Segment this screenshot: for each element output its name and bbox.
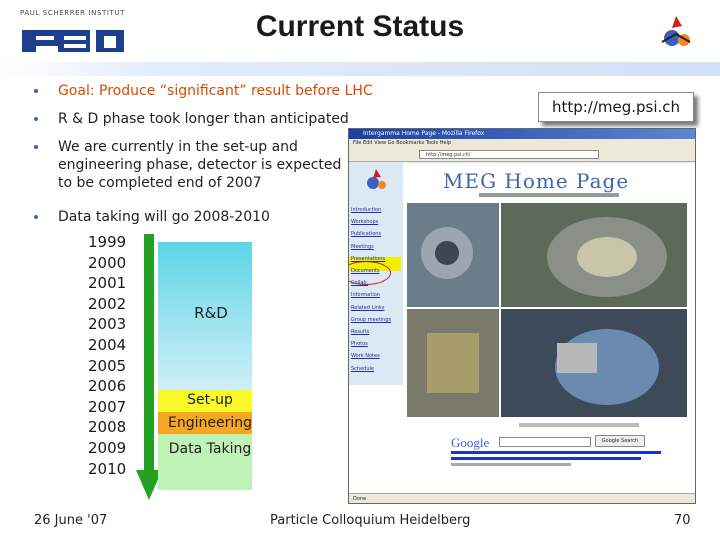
nav-item: Workshops — [351, 219, 379, 226]
bullet-text: R & D phase took longer than anticipated — [58, 111, 349, 127]
nav-item: Results — [351, 329, 370, 335]
year-label: 2000 — [88, 253, 127, 272]
nav-item: Photos — [351, 341, 368, 348]
logo-caption: PAUL SCHERRER INSTITUT — [20, 9, 126, 17]
year-label: 2007 — [88, 397, 127, 416]
year-label: 2003 — [88, 315, 127, 334]
bullet-text: Goal: Produce “significant” result before LHC — [58, 83, 373, 99]
browser-sidebar — [349, 163, 403, 385]
meg-home-heading: MEG Home Page — [443, 169, 630, 193]
experiment-photos — [407, 203, 687, 417]
meg-logo-icon — [654, 12, 698, 52]
year-label: 1999 — [88, 233, 127, 251]
nav-item: Collab. — [351, 280, 369, 287]
phase-label-data-taking: Data Taking — [168, 441, 252, 457]
nav-item: Presentations — [351, 255, 386, 262]
browser-titlebar: Intergamma Home Page - Mozilla Firefox — [349, 129, 695, 139]
footer-event: Particle Colloquium Heidelberg — [270, 513, 471, 528]
nav-item: Introduction — [351, 207, 382, 213]
nav-item: Work Notes — [351, 353, 380, 360]
header-gradient-bar — [0, 62, 720, 76]
year-label: 2005 — [88, 356, 127, 375]
browser-screenshot — [348, 128, 696, 504]
nav-item: Information — [351, 292, 380, 299]
bullet-rd — [34, 110, 349, 128]
bullet-text: We are currently in the set-up and engineering phase, detector is expected to be completed end of 2007 — [58, 139, 342, 191]
google-web-option — [519, 423, 639, 427]
nav-item: Schedule — [351, 365, 374, 372]
bullet-goal — [34, 82, 373, 100]
bullet-data-taking — [34, 208, 270, 226]
browser-address-field: http://meg.psi.ch/ — [419, 150, 599, 159]
slide-title: Current Status — [255, 10, 465, 43]
year-list — [88, 232, 134, 479]
phase-label-rd: R&D — [194, 304, 228, 322]
google-search-input — [499, 437, 591, 447]
year-label: 2009 — [88, 438, 127, 457]
meg-small-logo-icon — [363, 167, 391, 193]
page-number: 70 — [674, 513, 691, 528]
google-logo — [451, 435, 489, 451]
bullet-current-phase — [34, 138, 354, 192]
year-label: 2008 — [88, 418, 127, 437]
google-logo-text: Google — [451, 435, 490, 450]
phase-label-setup: Set-up — [187, 392, 233, 408]
browser-menubar: File Edit View Go Bookmarks Tools Help — [349, 139, 695, 147]
nav-item: Meetings — [351, 243, 374, 250]
nav-item: Publications — [351, 231, 382, 238]
url-callout[interactable]: http://meg.psi.ch — [538, 92, 694, 122]
year-label: 2004 — [88, 335, 127, 354]
page-subtitle-line — [479, 193, 619, 197]
phase-label-engineering: Engineering — [168, 415, 252, 431]
nav-item: Group meetings — [351, 316, 392, 323]
year-label: 2010 — [88, 459, 127, 478]
google-search-button: Google Search — [595, 435, 645, 447]
year-label: 2001 — [88, 274, 127, 293]
nav-item: Related Links — [351, 304, 385, 311]
bullet-text: Data taking will go 2008-2010 — [58, 209, 270, 225]
footer-date: 26 June '07 — [34, 513, 108, 528]
year-label: 2002 — [88, 294, 127, 313]
year-label: 2006 — [88, 377, 127, 396]
page-footer-lines — [451, 451, 671, 466]
nav-item: Documents — [351, 268, 380, 274]
browser-statusbar: Done — [349, 493, 695, 503]
